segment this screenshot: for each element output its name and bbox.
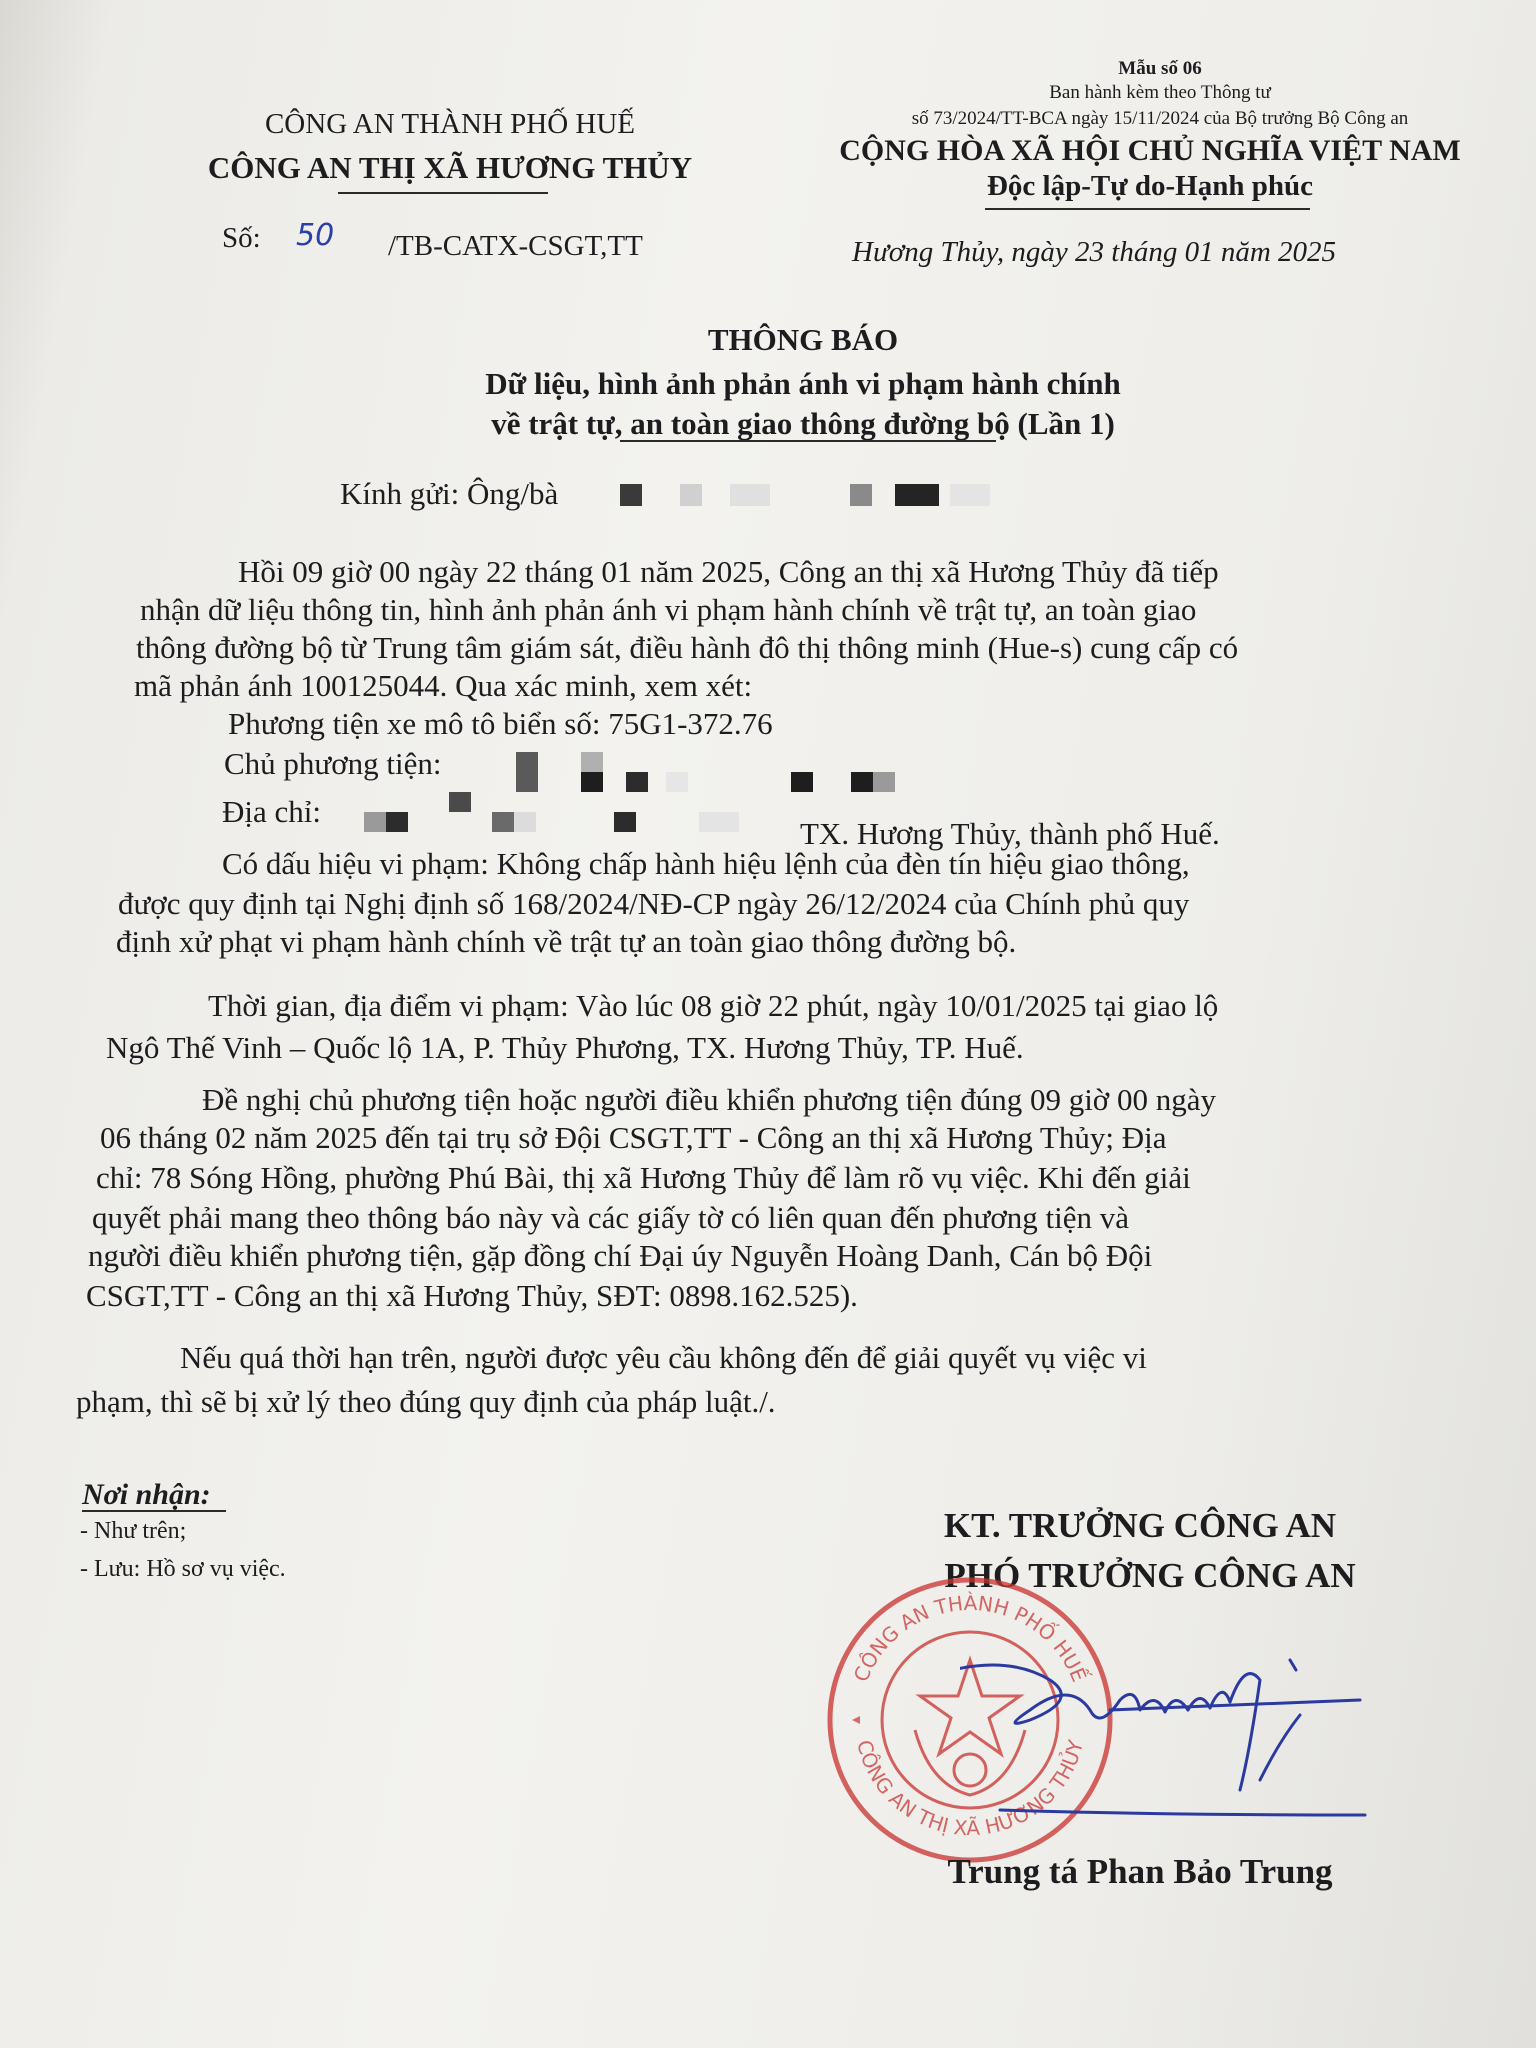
body-line-2: nhận dữ liệu thông tin, hình ảnh phản ánh vi phạm hành chính về trật tự, an toàn giao — [140, 592, 1197, 627]
recipient-item: - Lưu: Hồ sơ vụ việc. — [80, 1556, 286, 1582]
body-line-15: 06 tháng 02 năm 2025 đến tại trụ sở Đội CSGT,TT - Công an thị xã Hương Thủy; Địa — [100, 1120, 1167, 1155]
signature-title-1: KT. TRƯỞNG CÔNG AN — [943, 1506, 1337, 1545]
doc-number-label: Số: — [222, 222, 261, 254]
body-line-20: Nếu quá thời hạn trên, người được yêu cầu không đến để giải quyết vụ việc vi — [180, 1340, 1147, 1375]
recipients-heading: Nơi nhận: — [82, 1478, 211, 1511]
recipients-underline — [82, 1510, 226, 1512]
body-line-14: Đề nghị chủ phương tiện hoặc người điều khiển phương tiện đúng 09 giờ 00 ngày — [202, 1082, 1216, 1117]
body-line-11: định xử phạt vi phạm hành chính về trật tự an toàn giao thông đường bộ. — [116, 924, 1017, 959]
body-line-3: thông đường bộ từ Trung tâm giám sát, điều hành đô thị thông minh (Hue-s) cung cấp có — [136, 630, 1239, 665]
body-line-12: Thời gian, địa điểm vi phạm: Vào lúc 08 giờ 22 phút, ngày 10/01/2025 tại giao lộ — [208, 988, 1219, 1023]
national-motto: Độc lập-Tự do-Hạnh phúc — [986, 170, 1313, 202]
body-line-10: được quy định tại Nghị định số 168/2024/NĐ-CP ngày 26/12/2024 của Chính phủ quy — [118, 886, 1190, 921]
body-line-19: CSGT,TT - Công an thị xã Hương Thủy, SĐT: 0898.162.525). — [86, 1278, 858, 1313]
form-number: Mẫu số 06 — [1118, 58, 1202, 79]
doc-number-handwritten: 50 — [296, 218, 335, 253]
body-line-6: Chủ phương tiện: — [224, 746, 442, 781]
body-line-17: quyết phải mang theo thông báo này và các giấy tờ có liên quan đến phương tiện và — [92, 1200, 1129, 1235]
date-place: Hương Thủy, ngày 23 tháng 01 năm 2025 — [852, 236, 1337, 268]
signer-name: Trung tá Phan Bảo Trung — [947, 1852, 1333, 1891]
redacted-address — [364, 792, 824, 832]
agency-parent: CÔNG AN THÀNH PHỐ HUẾ — [264, 108, 636, 140]
body-line-16: chỉ: 78 Sóng Hồng, phường Phú Bài, thị xã Hương Thủy để làm rõ vụ việc. Khi đến giải — [96, 1160, 1191, 1195]
body-line-7: Địa chỉ: — [222, 794, 321, 829]
body-line-4: mã phản ánh 100125044. Qua xác minh, xem xét: — [134, 668, 753, 703]
recipient-line: Kính gửi: Ông/bà — [340, 476, 559, 511]
issued-line-1: Ban hành kèm theo Thông tư — [1049, 82, 1271, 103]
body-line-13: Ngô Thế Vinh – Quốc lộ 1A, P. Thủy Phương, TX. Hương Thủy, TP. Huế. — [106, 1030, 1024, 1065]
agency-underline — [338, 192, 548, 194]
body-line-9: Có dấu hiệu vi phạm: Không chấp hành hiệu lệnh của đèn tín hiệu giao thông, — [222, 846, 1190, 881]
body-line-8: TX. Hương Thủy, thành phố Huế. — [800, 816, 1220, 851]
doc-subtitle-2: về trật tự, an toàn giao thông đường bộ (Lần 1) — [491, 406, 1115, 441]
motto-underline — [985, 208, 1310, 210]
handwritten-signature — [960, 1640, 1380, 1840]
seal-text-bottom: CÔNG AN THỊ XÃ HƯƠNG THỦY — [852, 1737, 1088, 1841]
doc-number-code: /TB-CATX-CSGT,TT — [388, 230, 643, 262]
doc-title: THÔNG BÁO — [707, 322, 899, 357]
agency-name: CÔNG AN THỊ XÃ HƯƠNG THỦY — [207, 150, 693, 185]
body-line-18: người điều khiển phương tiện, gặp đồng chí Đại úy Nguyễn Hoàng Danh, Cán bộ Đội — [88, 1238, 1153, 1273]
body-line-1: Hồi 09 giờ 00 ngày 22 tháng 01 năm 2025, Công an thị xã Hương Thủy đã tiếp — [238, 554, 1219, 589]
doc-subtitle-1: Dữ liệu, hình ảnh phản ánh vi phạm hành chính — [485, 366, 1121, 401]
seal-text-top: CÔNG AN THÀNH PHỐ HUẾ — [848, 1591, 1092, 1686]
recipient-item: - Như trên; — [80, 1518, 187, 1544]
signature-title-2: PHÓ TRƯỞNG CÔNG AN — [944, 1556, 1356, 1595]
body-line-5: Phương tiện xe mô tô biển số: 75G1-372.76 — [228, 706, 773, 741]
redacted-owner — [516, 752, 956, 792]
redacted-name — [620, 484, 1020, 508]
issued-line-2: số 73/2024/TT-BCA ngày 15/11/2024 của Bộ trưởng Bộ Công an — [911, 108, 1409, 129]
body-line-21: phạm, thì sẽ bị xử lý theo đúng quy định của pháp luật./. — [76, 1384, 776, 1419]
national-title: CỘNG HÒA XÃ HỘI CHỦ NGHĨA VIỆT NAM — [839, 134, 1461, 167]
subtitle-underline — [620, 440, 996, 442]
